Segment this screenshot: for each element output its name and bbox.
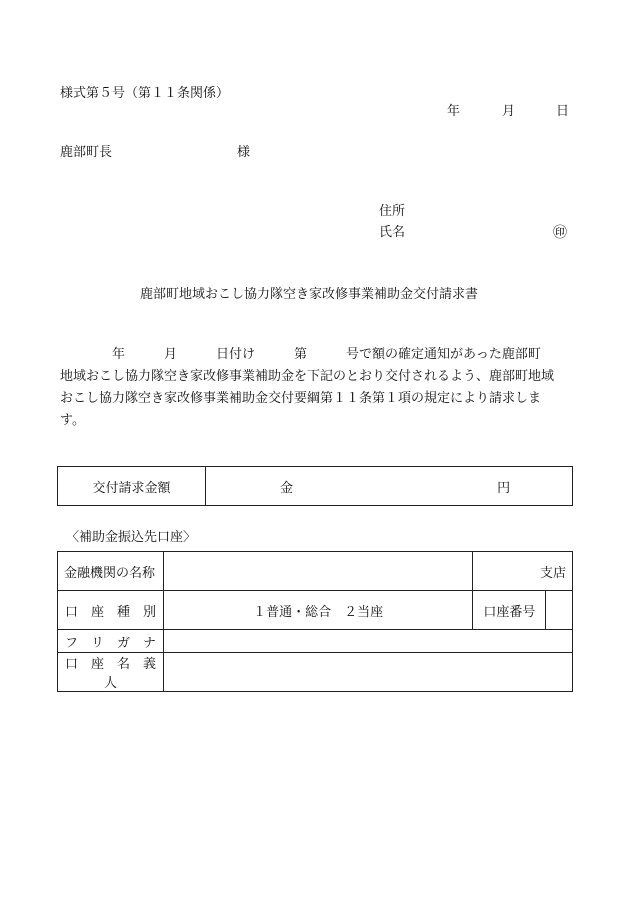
grant-amount-label: 交付請求金額 (58, 467, 206, 506)
institution-label: 金融機関の名称 (58, 552, 164, 591)
yen-label: 円 (497, 480, 511, 496)
body-line-1: 年 月 日付け 第 号で額の確定通知があった鹿部町 (60, 347, 541, 362)
account-type-options[interactable]: １普通・総合 ２当座 (164, 591, 473, 630)
addressee-name: 鹿部町長 (60, 145, 113, 160)
date-day-label: 日 (556, 104, 570, 119)
date-year-label: 年 (447, 104, 461, 119)
document-title: 鹿部町地域おこし協力隊空き家改修事業補助金交付請求書 (140, 287, 479, 302)
grant-amount-field[interactable] (206, 467, 573, 506)
applicant-name-label: 氏名 (379, 225, 406, 240)
bank-section-title: 〈補助金振込先口座〉 (66, 530, 197, 545)
applicant-address-label: 住所 (379, 204, 406, 219)
seal-mark: ㊞ (553, 225, 567, 241)
account-number-field[interactable] (546, 591, 573, 630)
request-body (60, 344, 576, 432)
body-line-2: 地域おこし協力隊空き家改修事業補助金を下記のとおり交付されるよう、鹿部町地域 (60, 369, 555, 384)
bank-account-table (57, 551, 573, 692)
institution-name-field[interactable] (164, 552, 473, 591)
account-type-label: 口 座 種 別 (58, 591, 164, 630)
grant-amount-table (57, 466, 573, 506)
body-line-3: おこし協力隊空き家改修事業補助金交付要綱第１１条第１項の規定により請求しま (60, 391, 542, 406)
kin-label: 金 (280, 480, 294, 496)
account-holder-field[interactable] (164, 653, 573, 692)
body-line-4: す。 (60, 413, 85, 428)
furigana-field[interactable] (164, 630, 573, 653)
account-holder-label: 口 座 名 義 人 (58, 653, 164, 692)
addressee-honorific: 様 (237, 145, 251, 160)
branch-label: 支店 (539, 565, 566, 581)
branch-field[interactable] (473, 552, 573, 591)
date-month-label: 月 (502, 104, 516, 119)
form-number-label: 様式第５号（第１１条関係） (60, 86, 230, 101)
furigana-label: フ リ ガ ナ (58, 630, 164, 653)
account-number-label: 口座番号 (473, 591, 546, 630)
